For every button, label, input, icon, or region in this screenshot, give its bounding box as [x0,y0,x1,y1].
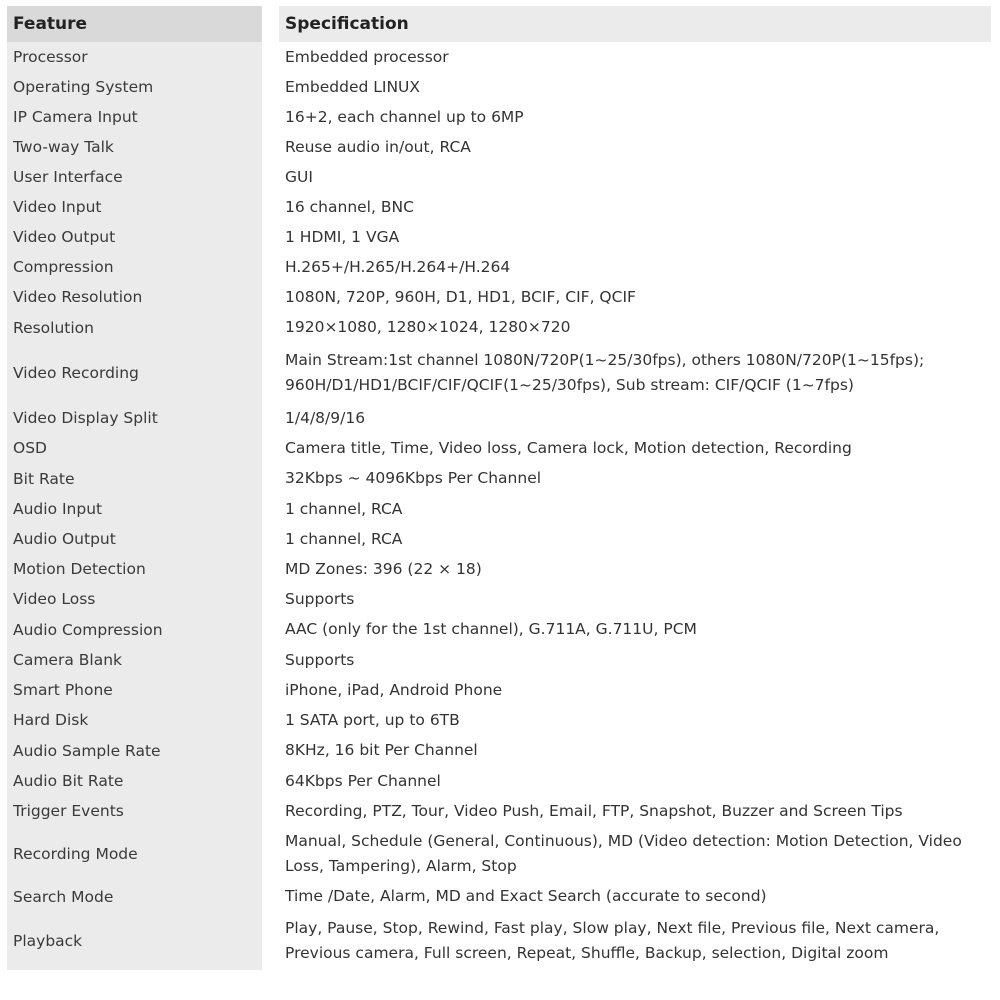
spec-table [7,6,991,970]
specification-cell: GUI [285,167,313,186]
table-row [7,735,991,766]
table-row [7,766,991,796]
specification-cell: Main Stream:1st channel 1080N/720P(1~25/30fps), others 1080N/720P(1~15fps); 960H/D1/HD1/BCIF/CIF/QCIF(1~25/30fps), Sub stream: CIF/QCIF (1~7fps) [285,351,925,394]
specification-cell: 1920×1080, 1280×1024, 1280×720 [285,318,571,336]
feature-cell: Audio Compression [7,614,262,645]
specification-cell: Recording, PTZ, Tour, Video Push, Email, FTP, Snapshot, Buzzer and Screen Tips [285,801,903,820]
feature-cell: Compression [7,252,262,282]
specification-cell: 1/4/8/9/16 [285,408,366,427]
table-row [7,162,991,192]
table-row [7,796,991,826]
feature-cell: Hard Disk [7,705,262,735]
table-row [7,433,991,463]
table-row [7,705,991,735]
feature-cell: Search Mode [7,881,262,912]
table-row [7,554,991,584]
specification-cell: MD Zones: 396 (22 × 18) [285,559,482,578]
table-row [7,403,991,433]
feature-cell: Video Input [7,192,262,222]
table-row [7,614,991,645]
feature-cell: Audio Sample Rate [7,735,262,766]
table-row [7,252,991,282]
feature-cell: Processor [7,42,262,72]
feature-cell: OSD [7,433,262,463]
specification-cell: 64Kbps Per Channel [285,771,441,790]
specification-cell: 1 channel, RCA [285,499,403,518]
specification-cell: 16 channel, BNC [285,197,414,216]
table-row [7,132,991,162]
feature-cell: Playback [7,912,262,970]
feature-cell: Audio Input [7,494,262,524]
feature-cell: Resolution [7,312,262,343]
table-row [7,72,991,102]
feature-cell: Trigger Events [7,796,262,826]
feature-cell: Two-way Talk [7,132,262,162]
table-row [7,222,991,252]
table-row [7,826,991,881]
feature-cell: Smart Phone [7,675,262,705]
feature-cell: Video Resolution [7,282,262,312]
table-row [7,343,991,403]
specification-cell: 32Kbps ~ 4096Kbps Per Channel [285,469,542,487]
table-row [7,584,991,614]
feature-cell: Video Display Split [7,403,262,433]
table-row [7,881,991,912]
specification-cell: Supports [285,650,355,669]
specification-cell: Play, Pause, Stop, Rewind, Fast play, Slow play, Next file, Previous file, Next camera, Previous camera, Full screen, Repeat, Shuffle, Backup, selection, Digital zoom [285,919,940,962]
table-row [7,675,991,705]
specification-cell: 1 channel, RCA [285,529,403,548]
specification-cell: Supports [285,589,355,608]
feature-cell: Audio Output [7,524,262,554]
specification-cell: Embedded processor [285,47,449,66]
table-row [7,312,991,343]
feature-cell: Bit Rate [7,463,262,494]
specification-cell: Time /Date, Alarm, MD and Exact Search (accurate to second) [285,887,767,905]
table-row [7,494,991,524]
table-row [7,42,991,72]
feature-column-header: Feature [7,6,262,42]
specification-cell: 8KHz, 16 bit Per Channel [285,741,478,759]
specification-cell: 16+2, each channel up to 6MP [285,107,524,126]
specification-cell: Embedded LINUX [285,77,421,96]
specification-cell: Reuse audio in/out, RCA [285,137,471,156]
feature-cell: User Interface [7,162,262,192]
specification-cell: 1 HDMI, 1 VGA [285,227,400,246]
specification-cell: 1 SATA port, up to 6TB [285,710,460,729]
feature-cell: Camera Blank [7,645,262,675]
feature-cell: Video Loss [7,584,262,614]
specification-cell: H.265+/H.265/H.264+/H.264 [285,257,511,276]
table-row [7,282,991,312]
feature-cell: Operating System [7,72,262,102]
specification-cell: Camera title, Time, Video loss, Camera lock, Motion detection, Recording [285,438,852,457]
specification-cell: 1080N, 720P, 960H, D1, HD1, BCIF, CIF, QCIF [285,287,636,306]
table-row [7,645,991,675]
table-row [7,102,991,132]
feature-cell: IP Camera Input [7,102,262,132]
feature-cell: Audio Bit Rate [7,766,262,796]
feature-cell: Recording Mode [7,826,262,881]
table-row [7,192,991,222]
specification-cell: Manual, Schedule (General, Continuous), MD (Video detection: Motion Detection, Video Loss, Tampering), Alarm, Stop [285,831,962,875]
specification-cell: AAC (only for the 1st channel), G.711A, G.711U, PCM [285,620,697,638]
specification-cell: iPhone, iPad, Android Phone [285,680,503,699]
feature-cell: Video Recording [7,343,262,403]
table-body [7,42,991,970]
specification-column-header: Specification [279,6,991,42]
table-row [7,463,991,494]
table-row [7,912,991,970]
feature-cell: Video Output [7,222,262,252]
table-header [7,6,991,42]
table-row [7,524,991,554]
feature-cell: Motion Detection [7,554,262,584]
